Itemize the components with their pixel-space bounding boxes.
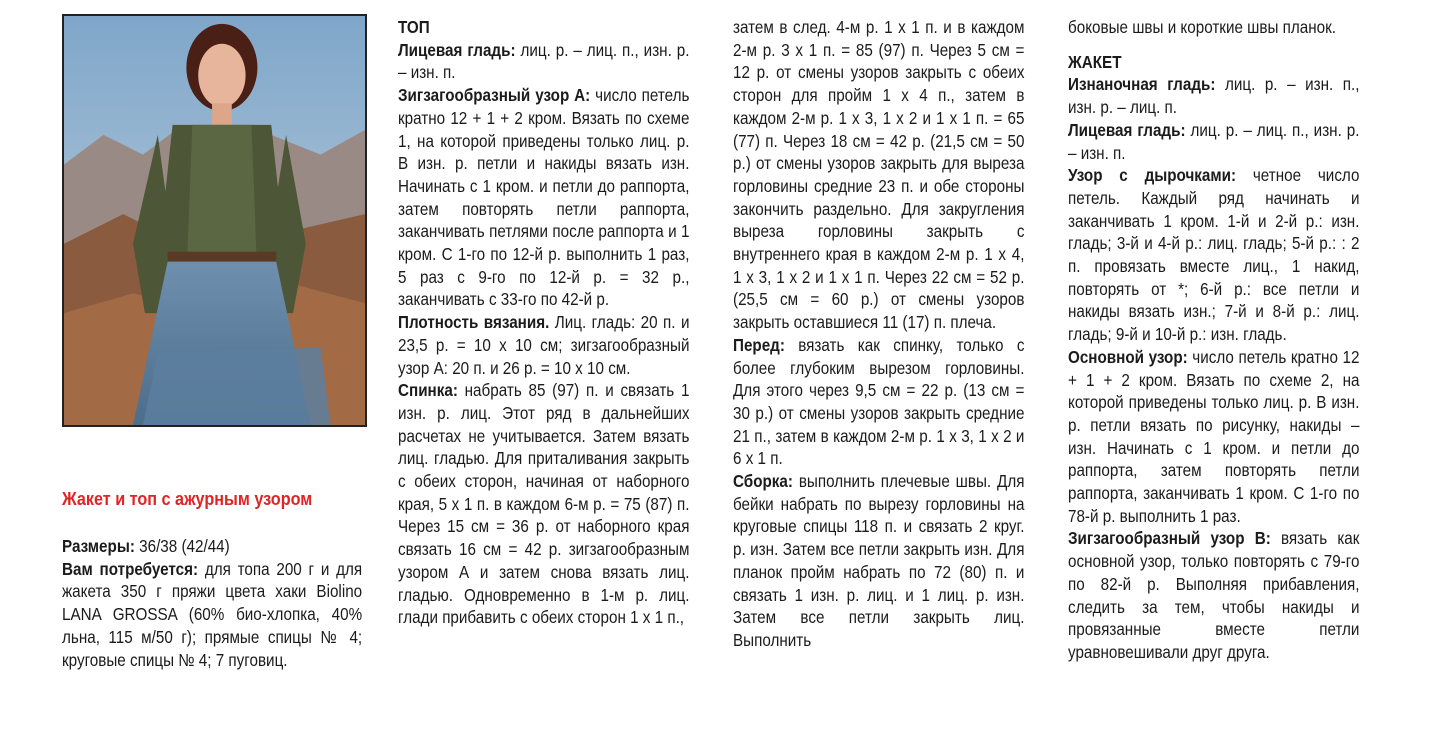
gauge-paragraph	[398, 311, 689, 379]
model-photo	[62, 14, 367, 427]
reverse-stockinette-paragraph	[1068, 73, 1359, 118]
gauge-text: Лиц. гладь: 20 п. и 23,5 р. = 10 х 10 см; зигзагообразный узор А: 20 п. и 26 р. = 10 х 10 см.	[398, 312, 690, 378]
zigzag-b-label: Зигзагообразный узор В:	[1068, 528, 1271, 549]
materials-block	[62, 535, 362, 671]
stockinette-text: лиц. р. – лиц. п., изн. р. – изн. п.	[398, 39, 690, 83]
stockinette-label: Лицевая гладь:	[398, 39, 516, 60]
back-text: набрать 85 (97) п. и связать 1 изн. р. лиц. Этот ряд в дальнейших расчетах не учитывается. Затем вязать лиц. гладью. Для приталивания закрыть с обеих сторон, начиная от наборного края, 5 х 1 п. в каждом 6-м р. = 75 (87) п. Через 15 см = 36 р. от наборного края связать 16 см = 42 р. зигзагообразным узором А и затем снова вязать лиц. гладью. Одновременно в 1-м р. лиц. глади прибавить с обеих сторон 1 х 1 п.,	[398, 380, 690, 628]
zigzag-b-text: вязать как основной узор, только повторять с 79-го по 82-й р. Выполняя прибавления, следить за тем, чтобы накиды и провязанные вместе петли уравновешивали друг друга.	[1068, 528, 1360, 662]
eyelet-pattern-label: Узор с дырочками:	[1068, 165, 1237, 186]
jacket-stockinette-paragraph	[1068, 119, 1359, 164]
assembly-text: выполнить плечевые швы. Для бейки набрать по вырезу горловины на круговые спицы 118 п. и связать 2 круг. р. изн. Затем все петли закрыть изн. Для планок пройм набрать по 72 (80) п. и связать 1 изн. р. лиц. и 1 лиц. р. изн. Затем все петли закрыть лиц. Выполнить	[733, 471, 1025, 650]
needs-paragraph	[62, 558, 362, 672]
stockinette-paragraph	[398, 39, 689, 84]
assembly-continued-paragraph: боковые швы и короткие швы планок.	[1068, 17, 1337, 37]
jacket-stockinette-label: Лицевая гладь:	[1068, 119, 1186, 140]
reverse-stockinette-text: лиц. р. – изн. п., изн. р. – лиц. п.	[1068, 74, 1360, 118]
photo-illustration	[64, 16, 365, 425]
sizes-text: 36/38 (42/44)	[134, 536, 230, 556]
eyelet-pattern-text: четное число петель. Каждый ряд начинать и заканчивать 1 кром. 1-й и 2-й р.: изн. гладь; 3-й и 4-й р.: лиц. гладь; 5-й р.: : 2 п. провязать вместе лиц., 1 накид, повторять от *; 6-й р.: все петли и накиды вязать изн.; 7-й и 8-й р.: лиц. гладь; 9-й и 10-й р.: изн. гладь.	[1068, 165, 1360, 345]
main-pattern-label: Основной узор:	[1068, 346, 1188, 367]
front-paragraph	[733, 334, 1024, 470]
back-paragraph	[398, 379, 689, 629]
assembly-label: Сборка:	[733, 471, 793, 492]
main-pattern-paragraph	[1068, 346, 1359, 528]
zigzag-a-label: Зигзагообразный узор А:	[398, 85, 591, 106]
jacket-stockinette-text: лиц. р. – лиц. п., изн. р. – изн. п.	[1068, 119, 1360, 163]
section-heading-top: ТОП	[398, 17, 430, 37]
article-title: Жакет и топ с ажурным узором	[62, 489, 313, 509]
back-continued-paragraph: затем в след. 4-м р. 1 х 1 п. и в каждом 2-м р. 3 х 1 п. = 85 (97) п. Через 5 см = 12 р. от смены узоров закрыть с обеих сторон для пройм 1 х 4 п., затем в каждом 2-м р. 1 х 3, 1 х 2 и 1 х 1 п. = 65 (77) п. Через 18 см = 42 р. (21,5 см = 50 р.) от смены узоров закрыть для выреза горловины средние 23 п. и обе стороны закончить раздельно. Для закругления выреза горловины закрыть с внутреннего края в каждом 2-м р. 1 х 4, 1 х 3, 1 х 2 и 1 х 1 п. Через 22 см = 52 р. (25,5 см = 60 р.) от смены узоров закрыть оставшиеся 11 (17) п. плеча.	[733, 17, 1025, 333]
zigzag-b-paragraph	[1068, 527, 1359, 663]
needs-text: для топа 200 г и для жакета 350 г пряжи цвета хаки Biolino LANA GROSSA (60% био-хлопка, 40% льна, 115 м/50 г); прямые спицы № 4; круговые спицы № 4; 7 пуговиц.	[62, 558, 363, 670]
back-label: Спинка:	[398, 380, 458, 401]
eyelet-pattern-paragraph	[1068, 164, 1359, 346]
text-column-2	[733, 16, 1024, 652]
section-heading-jacket: ЖАКЕТ	[1068, 51, 1122, 72]
gauge-label: Плотность вязания.	[398, 312, 550, 333]
front-text: вязать как спинку, только с более глубоким вырезом горловины. Для этого через 9,5 см = 22 р. (13 см = 30 р.) от смены узоров закрыть средние 21 п., затем в каждом 2-м р. 1 х 3, 1 х 2 и 6 х 1 п.	[733, 334, 1025, 469]
assembly-paragraph	[733, 470, 1024, 652]
needs-label: Вам потребуется:	[62, 558, 199, 579]
main-pattern-text: число петель кратно 12 + 1 + 2 кром. Вязать по схеме 2, на которой приведены только лиц. р. В изн. р. петли вязать по рисунку, накиды – изн. Начинать с 1 кром. и петли до раппорта, затем повторять петли раппорта, заканчивать 1 кром. С 1-го по 78-й р. выполнить 1 раз.	[1068, 346, 1360, 526]
sizes-paragraph	[62, 535, 362, 558]
front-label: Перед:	[733, 334, 785, 355]
zigzag-a-paragraph	[398, 84, 689, 311]
text-column-3	[1068, 16, 1359, 664]
reverse-stockinette-label: Изнаночная гладь:	[1068, 74, 1216, 95]
zigzag-a-text: число петель кратно 12 + 1 + 2 кром. Вязать по схеме 1, на которой приведены только лиц. р. В изн. р. петли и накиды вязать изн. Начинать с 1 кром. и петли до раппорта, затем повторять петли раппорта, заканчивать петлями после раппорта и 1 кром. С 1-го по 12-й р. выполнить 1 раз, 5 раз с 9-го по 12-й р. = 32 р., заканчивать с 33-го по 42-й р.	[398, 85, 690, 310]
text-column-1	[398, 16, 689, 629]
sizes-label: Размеры:	[62, 536, 135, 556]
